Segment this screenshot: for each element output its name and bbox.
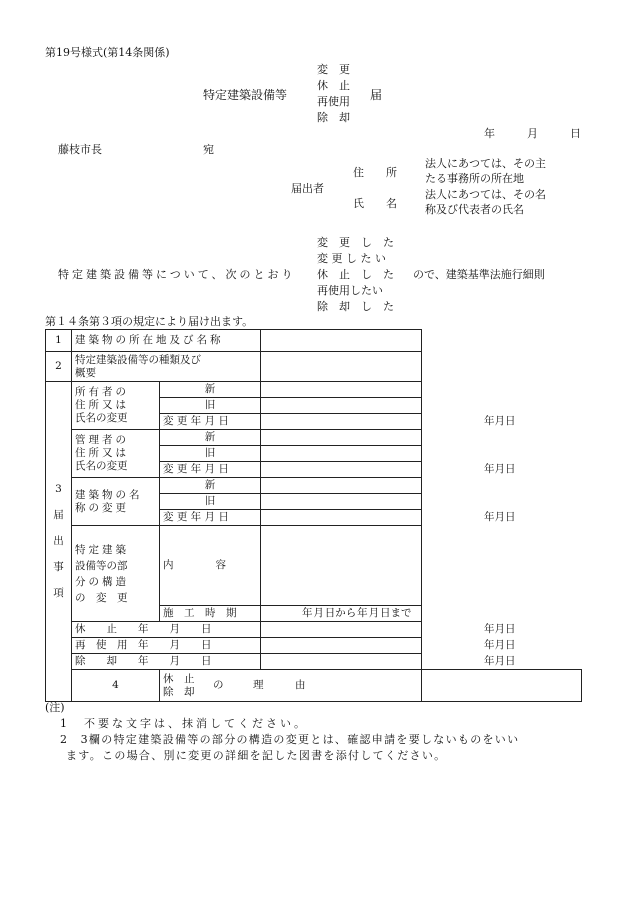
option-changed: 変 更 し た [317,236,394,249]
name-label: 氏 名 [353,197,397,210]
remove-date[interactable]: 年 月 日 [261,654,422,670]
action-change: 変 更 [317,63,350,76]
note-2b: ます。この場合、別に変更の詳細を記した図書を添付してください。 [66,749,447,762]
subject: 特定建築設備等 [203,88,288,102]
row1-no: 1 [46,330,72,352]
manager-new-value[interactable] [261,430,422,446]
note-1: 1 不要な文字は、抹消してください。 [60,717,308,730]
notifier-label: 届出者 [291,182,324,195]
date-day: 日 [570,127,581,140]
building-label: 建築物の名 称の変更 [72,478,160,526]
suspend-date[interactable]: 年 月 日 [261,622,422,638]
notification-table [45,329,582,702]
row3-side: 3 届 出 事 項 [46,382,72,702]
reuse-date[interactable]: 年 月 日 [261,638,422,654]
owner-change-date-label: 変 更 年 月 日 [160,414,261,430]
action-suspend: 休 止 [317,79,350,92]
structure-label: 特定建築 設備等の部 分の構造 の 変 更 [72,526,160,622]
row4-value[interactable] [421,670,582,702]
manager-label: 管理者の 住所又は 氏名の変更 [72,430,160,478]
row-reason [46,670,582,702]
row4-no: 4 [72,670,160,702]
body-lead: 特定建築設備等について、次のとおり [58,268,296,281]
manager-change-date-label: 変 更 年 月 日 [160,462,261,478]
owner-new-label: 新 [160,382,261,398]
content-label: 内 容 [160,526,261,606]
manager-new-label: 新 [160,430,261,446]
manager-change-date[interactable]: 年 月 日 [261,462,422,478]
content-value[interactable] [261,526,422,606]
todoke: 届 [370,88,383,102]
note-2a: 2 3欄の特定建築設備等の部分の構造の変更とは、確認申請を要しないものをいい [60,733,520,746]
building-new-label: 新 [160,478,261,494]
action-remove: 除 却 [317,111,350,124]
building-old-value[interactable] [261,494,422,510]
option-removed: 除 却 し た [317,300,394,313]
period-label: 施 工 時 期 [160,606,261,622]
reuse-date-label: 再 使 用 年 月 日 [72,638,261,654]
row2-label: 特定建築設備等の種類及び 概要 [72,352,261,382]
manager-old-label: 旧 [160,446,261,462]
period-value[interactable]: 年 月 日から 年 月 日まで [261,606,422,622]
row2-value[interactable] [261,352,422,382]
date-month: 月 [527,127,538,140]
building-change-date[interactable]: 年 月 日 [261,510,422,526]
manager-old-value[interactable] [261,446,422,462]
building-old-label: 旧 [160,494,261,510]
name-note-2: 称及び代表者の氏名 [425,203,524,216]
ate: 宛 [203,143,214,156]
row-location [46,330,582,352]
address-note-1: 法人にあつては、その主 [425,157,546,170]
address-note-2: たる事務所の所在地 [425,172,524,185]
row1-value[interactable] [261,330,422,352]
row1-label: 建築物の所在地及び名称 [72,330,261,352]
remove-date-label: 除 却 年 月 日 [72,654,261,670]
body-tail: ので、建築基準法施行細則 [413,268,545,281]
suspend-date-label: 休 止 年 月 日 [72,622,261,638]
owner-new-value[interactable] [261,382,422,398]
row2-no: 2 [46,352,72,382]
option-want-change: 変 更 し た い [317,252,386,265]
name-note-1: 法人にあつては、その名 [425,188,546,201]
body-line2: 第１４条第３項の規定により届け出ます。 [45,315,254,328]
building-new-value[interactable] [261,478,422,494]
building-change-date-label: 変 更 年 月 日 [160,510,261,526]
option-suspended: 休 止 し た [317,268,394,281]
addressee: 藤枝市長 [58,143,102,156]
row4-label: 休 止 除 却 の 理 由 [160,670,422,702]
owner-label: 所有者の 住所又は 氏名の変更 [72,382,160,430]
row-equipment [46,352,582,382]
owner-change-date[interactable]: 年 月 日 [261,414,422,430]
form-id: 第19号様式(第14条関係) [45,46,170,59]
owner-old-value[interactable] [261,398,422,414]
owner-old-label: 旧 [160,398,261,414]
address-label: 住 所 [353,166,397,179]
notes-title: (注) [45,701,65,714]
action-reuse: 再使用 [317,95,350,108]
date-year: 年 [484,127,495,140]
option-reuse: 再使用したい [317,284,383,297]
